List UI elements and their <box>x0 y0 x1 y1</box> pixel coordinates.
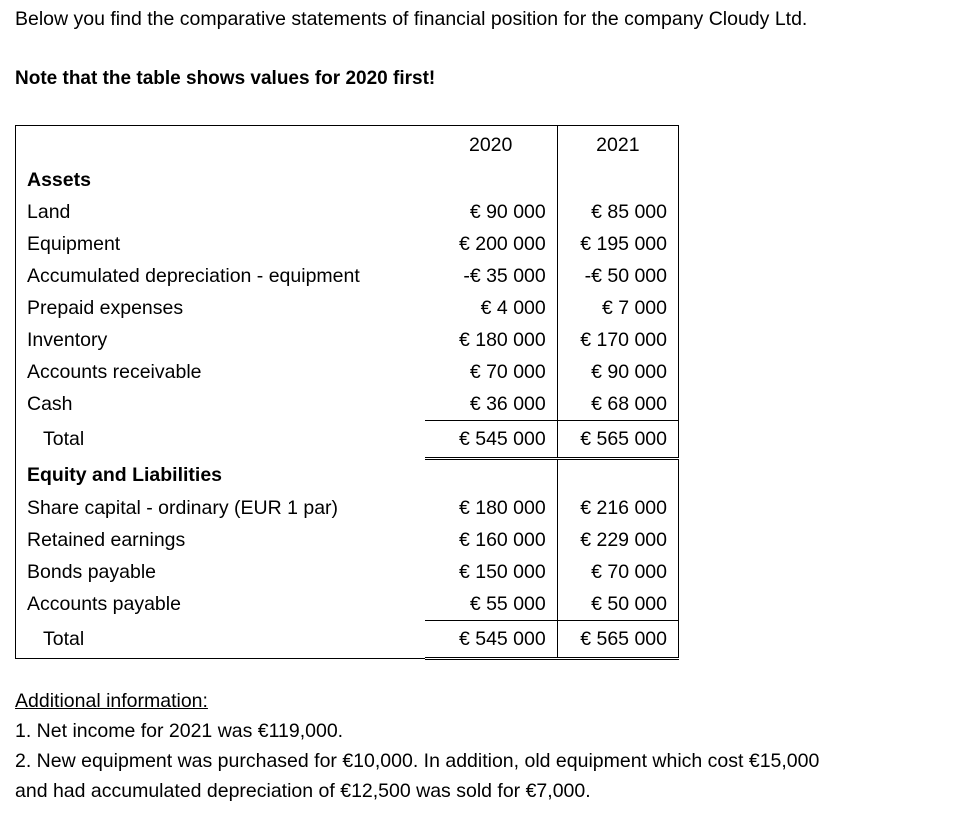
table-row <box>16 588 679 621</box>
value-2020: € 200 000 <box>425 228 558 260</box>
row-label: Inventory <box>16 324 425 356</box>
table-row <box>16 356 679 388</box>
value-2021: € 90 000 <box>557 356 678 388</box>
row-label: Bonds payable <box>16 556 425 588</box>
header-2020: 2020 <box>425 126 558 165</box>
value-2020: € 90 000 <box>425 196 558 228</box>
table-row <box>16 260 679 292</box>
value-2021: € 85 000 <box>557 196 678 228</box>
eq-heading-row <box>16 459 679 493</box>
value-2020: € 160 000 <box>425 524 558 556</box>
table-row <box>16 292 679 324</box>
table-row <box>16 324 679 356</box>
header-label-cell <box>16 126 425 165</box>
value-2021: € 170 000 <box>557 324 678 356</box>
value-2020: € 4 000 <box>425 292 558 324</box>
eq-total-label: Total <box>16 621 425 659</box>
equity-liabilities-heading: Equity and Liabilities <box>16 459 425 493</box>
row-label: Accounts payable <box>16 588 425 621</box>
row-label: Retained earnings <box>16 524 425 556</box>
value-2020: € 70 000 <box>425 356 558 388</box>
additional-line-3: and had accumulated depreciation of €12,500 was sold for €7,000. <box>15 780 591 802</box>
eq-total-2021: € 565 000 <box>557 621 678 659</box>
table-header-row <box>16 126 679 165</box>
table-row <box>16 228 679 260</box>
row-label: Prepaid expenses <box>16 292 425 324</box>
value-2021: € 195 000 <box>557 228 678 260</box>
value-2021: € 216 000 <box>557 492 678 524</box>
eq-total-2020: € 545 000 <box>425 621 558 659</box>
value-2021: -€ 50 000 <box>557 260 678 292</box>
value-2020: € 55 000 <box>425 588 558 621</box>
value-2020: € 180 000 <box>425 324 558 356</box>
additional-title: Additional information: <box>15 690 208 712</box>
row-label: Accumulated depreciation - equipment <box>16 260 425 292</box>
financial-position-table <box>15 125 679 660</box>
table-row <box>16 196 679 228</box>
value-2021: € 7 000 <box>557 292 678 324</box>
assets-heading-row <box>16 164 679 196</box>
value-2021: € 229 000 <box>557 524 678 556</box>
table-row <box>16 556 679 588</box>
additional-line-1: 1. Net income for 2021 was €119,000. <box>15 720 344 742</box>
row-label: Equipment <box>16 228 425 260</box>
row-label: Land <box>16 196 425 228</box>
table-row <box>16 388 679 421</box>
table-row <box>16 524 679 556</box>
value-2020: € 150 000 <box>425 556 558 588</box>
additional-information <box>15 686 819 806</box>
header-2021: 2021 <box>557 126 678 165</box>
value-2021: € 50 000 <box>557 588 678 621</box>
row-label: Cash <box>16 388 425 421</box>
assets-total-2020: € 545 000 <box>425 421 558 459</box>
row-label: Accounts receivable <box>16 356 425 388</box>
assets-heading: Assets <box>16 164 425 196</box>
table-row <box>16 492 679 524</box>
value-2020: € 36 000 <box>425 388 558 421</box>
value-2020: -€ 35 000 <box>425 260 558 292</box>
eq-total-row <box>16 621 679 659</box>
assets-total-2021: € 565 000 <box>557 421 678 459</box>
value-2020: € 180 000 <box>425 492 558 524</box>
note-text: Note that the table shows values for 2020 first! <box>15 68 436 89</box>
additional-line-2: 2. New equipment was purchased for €10,000. In addition, old equipment which cost €15,000 <box>15 750 820 772</box>
value-2021: € 68 000 <box>557 388 678 421</box>
row-label: Share capital - ordinary (EUR 1 par) <box>16 492 425 524</box>
value-2021: € 70 000 <box>557 556 678 588</box>
assets-total-label: Total <box>16 421 425 459</box>
assets-total-row <box>16 421 679 459</box>
intro-text: Below you find the comparative statements of financial position for the company Cloudy Ltd. <box>15 8 808 30</box>
